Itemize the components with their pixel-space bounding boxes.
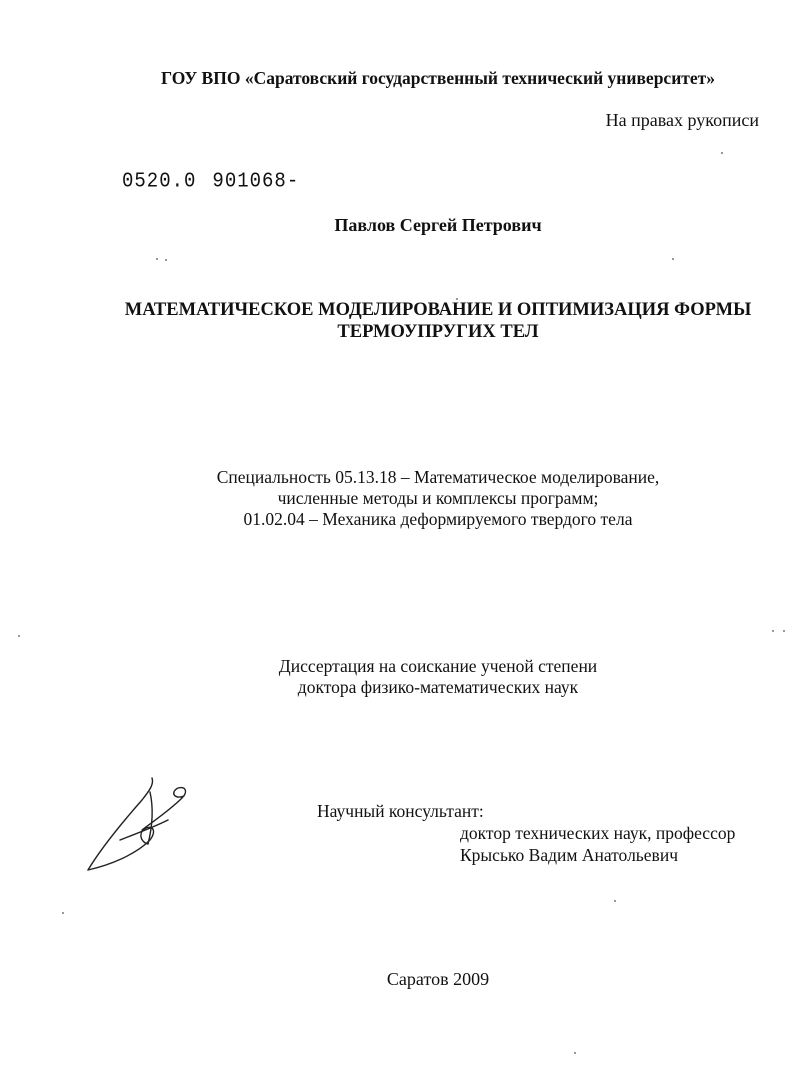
scan-speck (672, 258, 674, 260)
scan-speck (456, 298, 458, 300)
title-line-1: МАТЕМАТИЧЕСКОЕ МОДЕЛИРОВАНИЕ И ОПТИМИЗАЦИЯ ФОРМЫ (124, 300, 752, 320)
scan-speck (18, 635, 20, 637)
title-line-2: ТЕРМОУПРУГИХ ТЕЛ (337, 322, 539, 342)
specialty-line-1: Специальность 05.13.18 – Математическое моделирование, (216, 467, 660, 487)
catalog-code-part2: 901068 (212, 168, 287, 193)
dissertation-degree-block (40, 656, 796, 698)
scan-speck (772, 630, 774, 632)
consultant-label: Научный консультант: (317, 801, 484, 821)
rights-note: На правах рукописи (605, 110, 759, 130)
consultant-name: Крысько Вадим Анатольевич (460, 845, 678, 865)
degree-line-2: доктора физико-математических наук (297, 677, 579, 697)
specialty-line-2: численные методы и комплексы программ; (277, 488, 599, 508)
scan-speck (574, 1052, 576, 1054)
institution-name: ГОУ ВПО «Саратовский государственный технический университет» (161, 68, 715, 88)
catalog-code-part1: 0520.0 (122, 168, 197, 193)
scan-speck (721, 152, 723, 154)
scan-speck (156, 258, 158, 260)
scan-speck (783, 630, 785, 632)
scan-speck (614, 900, 616, 902)
scan-speck (165, 259, 167, 261)
catalog-code (122, 168, 300, 193)
scan-speck (62, 912, 64, 914)
catalog-code-mark: - (286, 168, 300, 193)
signature-image (80, 770, 200, 880)
consultant-rank: доктор технических наук, профессор (460, 823, 736, 843)
author-name: Павлов Сергей Петрович (334, 215, 542, 235)
city-year: Саратов 2009 (386, 969, 490, 989)
dissertation-title (40, 299, 796, 343)
specialty-line-3: 01.02.04 – Механика деформируемого твердого тела (243, 509, 633, 529)
specialty-block (40, 467, 796, 530)
degree-line-1: Диссертация на соискание ученой степени (278, 656, 598, 676)
